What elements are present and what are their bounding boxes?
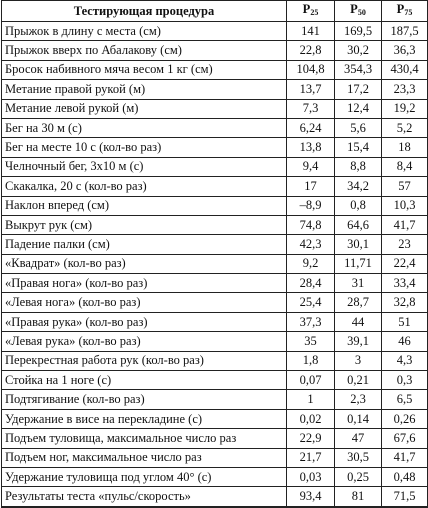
p50-cell: 11,71 <box>335 254 382 273</box>
p75-cell: 46 <box>382 332 428 351</box>
procedure-cell: «Левая нога» (кол-во раз) <box>2 293 287 312</box>
p75-cell: 0,48 <box>382 467 428 486</box>
p75-cell: 32,8 <box>382 293 428 312</box>
procedure-cell: Удержание туловища под углом 40° (с) <box>2 467 287 486</box>
p25-cell: 22,9 <box>287 429 335 448</box>
procedure-cell: Челночный бег, 3х10 м (с) <box>2 157 287 176</box>
procedure-cell: Скакалка, 20 с (кол-во раз) <box>2 177 287 196</box>
p25-cell: 0,03 <box>287 467 335 486</box>
table-row <box>2 448 428 467</box>
header-p50-sub: 50 <box>357 8 366 17</box>
header-row <box>2 1 428 22</box>
header-p75-sub: 75 <box>404 8 413 17</box>
procedure-cell: Бросок набивного мяча весом 1 кг (см) <box>2 60 287 79</box>
p25-cell: 9,2 <box>287 254 335 273</box>
p75-cell: 36,3 <box>382 41 428 60</box>
p25-cell: 35 <box>287 332 335 351</box>
p25-cell: 13,8 <box>287 138 335 157</box>
p75-cell: 8,4 <box>382 157 428 176</box>
p25-cell: 17 <box>287 177 335 196</box>
table-row <box>2 80 428 99</box>
p50-cell: 31 <box>335 274 382 293</box>
p25-cell: 0,07 <box>287 371 335 390</box>
p50-cell: 30,1 <box>335 235 382 254</box>
table-row <box>2 467 428 486</box>
procedure-cell: «Левая рука» (кол-во раз) <box>2 332 287 351</box>
p50-cell: 12,4 <box>335 99 382 118</box>
p25-cell: 22,8 <box>287 41 335 60</box>
p50-cell: 0,21 <box>335 371 382 390</box>
p50-cell: 0,25 <box>335 467 382 486</box>
p25-cell: 1,8 <box>287 351 335 370</box>
procedure-cell: Перекрестная работа рук (кол-во раз) <box>2 351 287 370</box>
p50-cell: 64,6 <box>335 215 382 234</box>
p50-cell: 5,6 <box>335 118 382 137</box>
p50-cell: 34,2 <box>335 177 382 196</box>
p25-cell: 9,4 <box>287 157 335 176</box>
p50-cell: 8,8 <box>335 157 382 176</box>
header-p75 <box>382 1 428 22</box>
procedure-cell: Результаты теста «пульс/скорость» <box>2 487 287 507</box>
p25-cell: 74,8 <box>287 215 335 234</box>
header-p25-sub: 25 <box>310 8 319 17</box>
p75-cell: 23,3 <box>382 80 428 99</box>
p50-cell: 15,4 <box>335 138 382 157</box>
p50-cell: 39,1 <box>335 332 382 351</box>
procedure-cell: Стойка на 1 ноге (с) <box>2 371 287 390</box>
table-row <box>2 22 428 41</box>
table-row <box>2 99 428 118</box>
procedure-cell: «Правая рука» (кол-во раз) <box>2 312 287 331</box>
procedure-cell: Падение палки (см) <box>2 235 287 254</box>
p25-cell: 141 <box>287 22 335 41</box>
p75-cell: 10,3 <box>382 196 428 215</box>
p50-cell: 169,5 <box>335 22 382 41</box>
procedure-cell: Выкрут рук (см) <box>2 215 287 234</box>
p50-cell: 44 <box>335 312 382 331</box>
procedure-cell: Подтягивание (кол-во раз) <box>2 390 287 409</box>
p75-cell: 23 <box>382 235 428 254</box>
table-header <box>2 1 428 22</box>
procedure-cell: Удержание в висе на перекладине (с) <box>2 409 287 428</box>
p25-cell: –8,9 <box>287 196 335 215</box>
p50-cell: 28,7 <box>335 293 382 312</box>
p25-cell: 0,02 <box>287 409 335 428</box>
p50-cell: 0,8 <box>335 196 382 215</box>
p25-cell: 1 <box>287 390 335 409</box>
p25-cell: 28,4 <box>287 274 335 293</box>
p25-cell: 7,3 <box>287 99 335 118</box>
p25-cell: 6,24 <box>287 118 335 137</box>
table-body <box>2 22 428 507</box>
table-row <box>2 312 428 331</box>
procedure-cell: Прыжок в длину с места (см) <box>2 22 287 41</box>
p50-cell: 30,5 <box>335 448 382 467</box>
p50-cell: 47 <box>335 429 382 448</box>
p50-cell: 81 <box>335 487 382 507</box>
p75-cell: 18 <box>382 138 428 157</box>
p50-cell: 2,3 <box>335 390 382 409</box>
procedure-cell: «Правая нога» (кол-во раз) <box>2 274 287 293</box>
procedure-cell: Подъем ног, максимальное число раз <box>2 448 287 467</box>
percentile-table <box>1 0 428 508</box>
procedure-cell: Метание левой рукой (м) <box>2 99 287 118</box>
table-row <box>2 293 428 312</box>
table-row <box>2 274 428 293</box>
p75-cell: 41,7 <box>382 215 428 234</box>
p25-cell: 93,4 <box>287 487 335 507</box>
p75-cell: 57 <box>382 177 428 196</box>
table-row <box>2 215 428 234</box>
table-row <box>2 487 428 507</box>
table-row <box>2 332 428 351</box>
header-p50 <box>335 1 382 22</box>
p50-cell: 3 <box>335 351 382 370</box>
header-p25 <box>287 1 335 22</box>
p75-cell: 6,5 <box>382 390 428 409</box>
procedure-cell: Бег на месте 10 с (кол-во раз) <box>2 138 287 157</box>
p25-cell: 37,3 <box>287 312 335 331</box>
header-procedure: Тестирующая процедура <box>2 1 287 22</box>
p75-cell: 187,5 <box>382 22 428 41</box>
header-p75-base: P <box>396 2 405 16</box>
table-row <box>2 390 428 409</box>
p75-cell: 430,4 <box>382 60 428 79</box>
p75-cell: 51 <box>382 312 428 331</box>
p50-cell: 30,2 <box>335 41 382 60</box>
p75-cell: 4,3 <box>382 351 428 370</box>
table-row <box>2 409 428 428</box>
table-row <box>2 118 428 137</box>
header-p50-base: P <box>350 2 358 16</box>
p75-cell: 0,3 <box>382 371 428 390</box>
p75-cell: 0,26 <box>382 409 428 428</box>
table-row <box>2 177 428 196</box>
table-row <box>2 371 428 390</box>
p75-cell: 67,6 <box>382 429 428 448</box>
p75-cell: 71,5 <box>382 487 428 507</box>
header-p25-base: P <box>302 2 311 16</box>
p75-cell: 33,4 <box>382 274 428 293</box>
procedure-cell: Подъем туловища, максимальное число раз <box>2 429 287 448</box>
table-row <box>2 235 428 254</box>
table-row <box>2 138 428 157</box>
p75-cell: 5,2 <box>382 118 428 137</box>
procedure-cell: «Квадрат» (кол-во раз) <box>2 254 287 273</box>
table-row <box>2 254 428 273</box>
table-row <box>2 60 428 79</box>
p25-cell: 21,7 <box>287 448 335 467</box>
table-row <box>2 41 428 60</box>
p50-cell: 17,2 <box>335 80 382 99</box>
p50-cell: 0,14 <box>335 409 382 428</box>
p75-cell: 41,7 <box>382 448 428 467</box>
table-row <box>2 429 428 448</box>
table-row <box>2 196 428 215</box>
p25-cell: 13,7 <box>287 80 335 99</box>
p50-cell: 354,3 <box>335 60 382 79</box>
p75-cell: 22,4 <box>382 254 428 273</box>
procedure-cell: Метание правой рукой (м) <box>2 80 287 99</box>
procedure-cell: Наклон вперед (см) <box>2 196 287 215</box>
p75-cell: 19,2 <box>382 99 428 118</box>
p25-cell: 104,8 <box>287 60 335 79</box>
table-row <box>2 157 428 176</box>
procedure-cell: Прыжок вверх по Абалакову (см) <box>2 41 287 60</box>
table-row <box>2 351 428 370</box>
p25-cell: 25,4 <box>287 293 335 312</box>
p25-cell: 42,3 <box>287 235 335 254</box>
procedure-cell: Бег на 30 м (с) <box>2 118 287 137</box>
